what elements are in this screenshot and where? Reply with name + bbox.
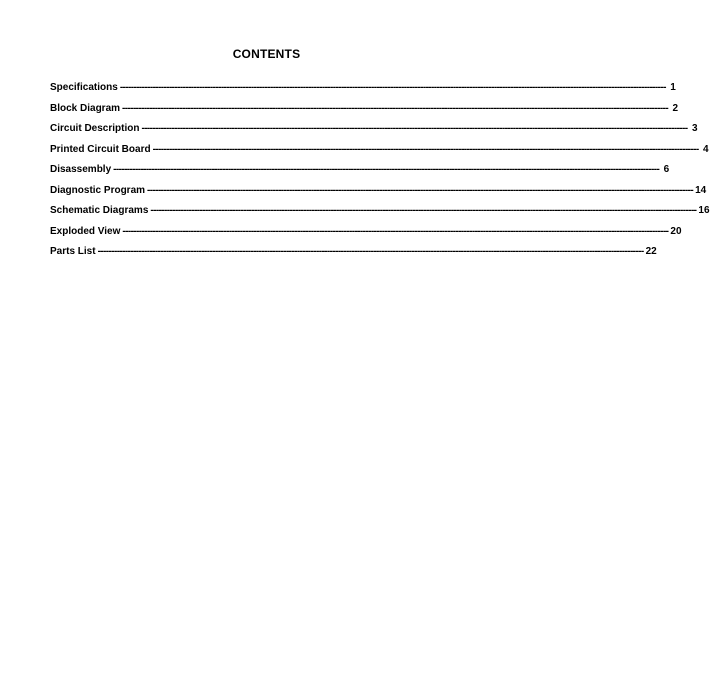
toc-entry-label: Printed Circuit Board (50, 143, 151, 155)
toc-entry (50, 82, 676, 103)
toc-entry-label: Parts List (50, 246, 96, 257)
toc-entry-page: 4 (703, 143, 709, 155)
table-of-contents (50, 82, 710, 267)
toc-entry-page: 3 (691, 123, 698, 134)
toc-entry-page: 14 (695, 184, 707, 196)
toc-entry-page: 20 (670, 225, 682, 237)
toc-entry-label: Schematic Diagrams (50, 205, 149, 216)
toc-dot-leader: -------------------------------------------------------------------------------------------------------------------------------------------------------------------------------------------------------- (119, 82, 666, 93)
toc-dot-leader: -------------------------------------------------------------------------------------------------------------------------------------------------------------------------------------------------------- (122, 225, 669, 237)
toc-entry-page: 6 (663, 164, 670, 175)
toc-entry (50, 246, 657, 267)
toc-entry-label: Block Diagram (50, 102, 121, 114)
toc-entry-page: 16 (698, 205, 710, 216)
toc-entry (50, 205, 710, 226)
toc-dot-leader: -------------------------------------------------------------------------------------------------------------------------------------------------------------------------------------------------------- (150, 205, 697, 216)
toc-dot-leader: -------------------------------------------------------------------------------------------------------------------------------------------------------------------------------------------------------- (141, 123, 688, 134)
toc-entry-label: Exploded View (50, 225, 121, 237)
toc-entry-page: 1 (670, 82, 676, 93)
toc-entry-label: Diagnostic Program (50, 184, 146, 196)
toc-entry (50, 225, 682, 247)
toc-entry-label: Specifications (50, 82, 118, 93)
toc-entry-page: 22 (645, 246, 657, 257)
toc-dot-leader: -------------------------------------------------------------------------------------------------------------------------------------------------------------------------------------------------------- (97, 246, 644, 257)
toc-entry-label: Disassembly (50, 164, 112, 175)
toc-dot-leader: -------------------------------------------------------------------------------------------------------------------------------------------------------------------------------------------------------- (152, 143, 699, 155)
toc-entry (50, 164, 670, 185)
toc-entry-page: 2 (672, 102, 679, 114)
toc-entry (50, 184, 707, 206)
toc-entry (50, 102, 679, 124)
toc-dot-leader: -------------------------------------------------------------------------------------------------------------------------------------------------------------------------------------------------------- (113, 164, 660, 175)
page-title: CONTENTS (232, 47, 301, 61)
toc-entry-label: Circuit Description (50, 123, 140, 134)
toc-entry (50, 123, 698, 144)
toc-dot-leader: -------------------------------------------------------------------------------------------------------------------------------------------------------------------------------------------------------- (122, 102, 669, 114)
toc-dot-leader: -------------------------------------------------------------------------------------------------------------------------------------------------------------------------------------------------------- (147, 184, 694, 196)
toc-entry (50, 143, 709, 165)
